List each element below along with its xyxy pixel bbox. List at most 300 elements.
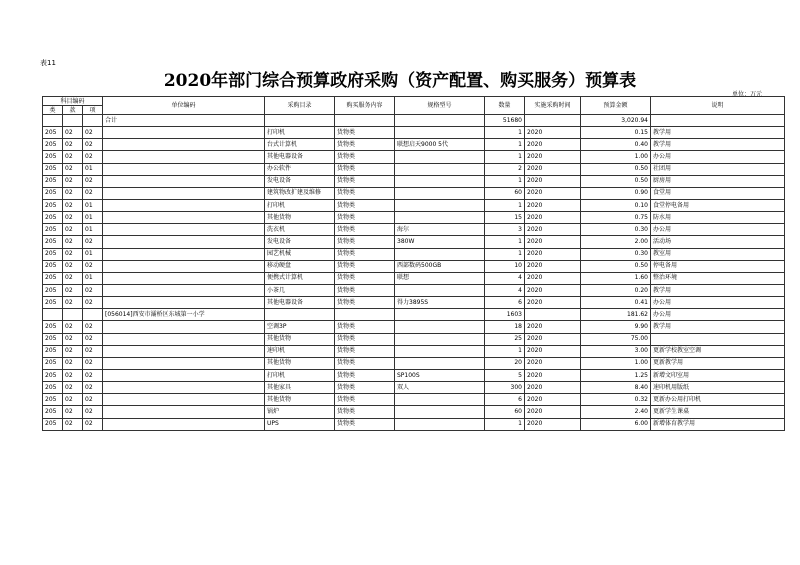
quantity-cell: 1	[485, 345, 525, 357]
spec-cell: 联想启天9000 5代	[395, 139, 485, 151]
note-cell: 办公用	[651, 224, 785, 236]
time-cell: 2020	[525, 212, 581, 224]
section-cell: 02	[63, 394, 83, 406]
spec-cell	[395, 406, 485, 418]
item-cell: 02	[83, 321, 103, 333]
catalog-cell: 锅炉	[265, 406, 335, 418]
spec-cell	[395, 345, 485, 357]
unit-code-cell	[103, 297, 265, 309]
note-cell: 食堂用	[651, 187, 785, 199]
quantity-cell: 6	[485, 394, 525, 406]
table-row	[43, 139, 785, 151]
table-row	[43, 382, 785, 394]
amount-cell: 0.90	[581, 187, 651, 199]
service-cell: 货物类	[335, 212, 395, 224]
note-cell: 速印机用版纸	[651, 382, 785, 394]
class-cell: 205	[43, 139, 63, 151]
class-cell: 205	[43, 199, 63, 211]
time-cell: 2020	[525, 382, 581, 394]
catalog-cell: 打印机	[265, 199, 335, 211]
catalog-cell: 其他货物	[265, 212, 335, 224]
item-cell: 02	[83, 236, 103, 248]
catalog-cell: UPS	[265, 418, 335, 430]
class-cell: 205	[43, 260, 63, 272]
section-cell: 02	[63, 382, 83, 394]
amount-cell: 181.62	[581, 309, 651, 321]
unit-code-cell	[103, 260, 265, 272]
item-cell: 01	[83, 224, 103, 236]
header-class: 类	[43, 106, 63, 115]
catalog-cell: 其他电器设备	[265, 297, 335, 309]
time-cell: 2020	[525, 297, 581, 309]
table-row	[43, 321, 785, 333]
header-note: 说明	[651, 97, 785, 115]
amount-cell: 0.50	[581, 260, 651, 272]
time-cell: 2020	[525, 333, 581, 345]
item-cell: 01	[83, 163, 103, 175]
item-cell: 02	[83, 333, 103, 345]
class-cell: 205	[43, 272, 63, 284]
catalog-cell	[265, 115, 335, 127]
amount-cell: 0.15	[581, 127, 651, 139]
spec-cell	[395, 115, 485, 127]
table-row	[43, 212, 785, 224]
catalog-cell: 其他货物	[265, 394, 335, 406]
header-subject-code: 科目编码	[43, 97, 103, 106]
table-row	[43, 199, 785, 211]
section-cell: 02	[63, 333, 83, 345]
class-cell: 205	[43, 394, 63, 406]
service-cell: 货物类	[335, 175, 395, 187]
unit-code-cell	[103, 369, 265, 381]
service-cell: 货物类	[335, 199, 395, 211]
unit-code-cell	[103, 382, 265, 394]
table-row	[43, 151, 785, 163]
service-cell: 货物类	[335, 151, 395, 163]
note-cell	[651, 333, 785, 345]
spec-cell	[395, 212, 485, 224]
amount-cell: 0.20	[581, 284, 651, 296]
time-cell	[525, 115, 581, 127]
class-cell	[43, 309, 63, 321]
item-cell: 01	[83, 212, 103, 224]
note-cell: 教学用	[651, 127, 785, 139]
spec-cell	[395, 333, 485, 345]
item-cell: 02	[83, 127, 103, 139]
table-row	[43, 406, 785, 418]
class-cell: 205	[43, 212, 63, 224]
service-cell: 货物类	[335, 284, 395, 296]
catalog-cell: 速印机	[265, 345, 335, 357]
unit-code-cell	[103, 163, 265, 175]
note-cell: 更新教学用	[651, 357, 785, 369]
section-cell: 02	[63, 212, 83, 224]
section-cell: 02	[63, 175, 83, 187]
spec-cell	[395, 284, 485, 296]
spec-cell: 双人	[395, 382, 485, 394]
item-cell: 02	[83, 260, 103, 272]
spec-cell	[395, 418, 485, 430]
table-row	[43, 272, 785, 284]
amount-cell: 3.00	[581, 345, 651, 357]
quantity-cell: 4	[485, 272, 525, 284]
note-cell: 更新学校教室空调	[651, 345, 785, 357]
time-cell: 2020	[525, 248, 581, 260]
class-cell: 205	[43, 418, 63, 430]
header-section: 款	[63, 106, 83, 115]
table-row	[43, 127, 785, 139]
note-cell: 更新学生课桌	[651, 406, 785, 418]
quantity-cell: 18	[485, 321, 525, 333]
service-cell: 货物类	[335, 139, 395, 151]
table-row	[43, 248, 785, 260]
amount-cell: 9.90	[581, 321, 651, 333]
service-cell	[335, 309, 395, 321]
class-cell: 205	[43, 406, 63, 418]
table-row	[43, 260, 785, 272]
spec-cell	[395, 175, 485, 187]
unit-code-cell	[103, 284, 265, 296]
note-cell: 防水用	[651, 212, 785, 224]
catalog-cell: 便携式计算机	[265, 272, 335, 284]
unit-code-cell	[103, 151, 265, 163]
spec-cell	[395, 248, 485, 260]
section-cell: 02	[63, 151, 83, 163]
note-cell: 厨房用	[651, 175, 785, 187]
catalog-cell	[265, 309, 335, 321]
time-cell: 2020	[525, 357, 581, 369]
spec-cell	[395, 321, 485, 333]
item-cell: 01	[83, 272, 103, 284]
spec-cell: 380W	[395, 236, 485, 248]
section-cell: 02	[63, 418, 83, 430]
amount-cell: 75.00	[581, 333, 651, 345]
unit-code-cell	[103, 139, 265, 151]
amount-cell: 2.00	[581, 236, 651, 248]
spec-cell	[395, 187, 485, 199]
time-cell: 2020	[525, 224, 581, 236]
time-cell: 2020	[525, 369, 581, 381]
amount-cell: 1.00	[581, 357, 651, 369]
page-title: 2020年部门综合预算政府采购（资产配置、购买服务）预算表	[163, 71, 637, 91]
table-row	[43, 236, 785, 248]
section-cell: 02	[63, 272, 83, 284]
amount-cell: 8.40	[581, 382, 651, 394]
header-item: 项	[83, 106, 103, 115]
catalog-cell: 其他货物	[265, 357, 335, 369]
quantity-cell: 20	[485, 357, 525, 369]
unit-code-cell	[103, 418, 265, 430]
class-cell	[43, 115, 63, 127]
unit-code-cell	[103, 127, 265, 139]
amount-cell: 3,020.94	[581, 115, 651, 127]
header-unit-code: 单位编码	[103, 97, 265, 115]
section-cell: 02	[63, 406, 83, 418]
item-cell: 02	[83, 151, 103, 163]
time-cell: 2020	[525, 394, 581, 406]
amount-cell: 1.00	[581, 151, 651, 163]
class-cell: 205	[43, 369, 63, 381]
section-cell: 02	[63, 321, 83, 333]
item-cell: 02	[83, 382, 103, 394]
note-cell: 新增体育教学用	[651, 418, 785, 430]
service-cell: 货物类	[335, 418, 395, 430]
class-cell: 205	[43, 248, 63, 260]
service-cell: 货物类	[335, 382, 395, 394]
unit-code-cell	[103, 248, 265, 260]
service-cell: 货物类	[335, 321, 395, 333]
time-cell: 2020	[525, 163, 581, 175]
amount-cell: 2.40	[581, 406, 651, 418]
spec-cell: SP100S	[395, 369, 485, 381]
time-cell: 2020	[525, 127, 581, 139]
catalog-cell: 空调3P	[265, 321, 335, 333]
item-cell: 02	[83, 175, 103, 187]
table-row	[43, 163, 785, 175]
spec-cell	[395, 309, 485, 321]
header-procurement-catalog: 采购目录	[265, 97, 335, 115]
section-cell: 02	[63, 357, 83, 369]
section-cell: 02	[63, 163, 83, 175]
unit-code-cell	[103, 175, 265, 187]
spec-cell	[395, 357, 485, 369]
table-row	[43, 187, 785, 199]
service-cell: 货物类	[335, 236, 395, 248]
section-cell: 02	[63, 260, 83, 272]
time-cell: 2020	[525, 175, 581, 187]
section-cell: 02	[63, 199, 83, 211]
note-cell: 活动场	[651, 236, 785, 248]
item-cell: 02	[83, 369, 103, 381]
class-cell: 205	[43, 187, 63, 199]
service-cell: 货物类	[335, 345, 395, 357]
note-cell: 办公用	[651, 309, 785, 321]
unit-code-cell	[103, 394, 265, 406]
catalog-cell: 移动硬盘	[265, 260, 335, 272]
unit-code-cell	[103, 357, 265, 369]
note-cell: 社团用	[651, 163, 785, 175]
quantity-cell: 1	[485, 248, 525, 260]
catalog-cell: 发电设备	[265, 236, 335, 248]
quantity-cell: 10	[485, 260, 525, 272]
unit-code-cell	[103, 333, 265, 345]
section-cell	[63, 115, 83, 127]
catalog-cell: 打印机	[265, 369, 335, 381]
quantity-cell: 6	[485, 297, 525, 309]
catalog-cell: 其他货物	[265, 333, 335, 345]
service-cell: 货物类	[335, 357, 395, 369]
header-time: 实施采购时间	[525, 97, 581, 115]
quantity-cell: 2	[485, 163, 525, 175]
class-cell: 205	[43, 333, 63, 345]
amount-cell: 0.75	[581, 212, 651, 224]
time-cell: 2020	[525, 406, 581, 418]
note-cell: 整治环境	[651, 272, 785, 284]
section-cell: 02	[63, 345, 83, 357]
quantity-cell: 1	[485, 139, 525, 151]
quantity-cell: 1	[485, 199, 525, 211]
unit-code-cell	[103, 212, 265, 224]
table-row	[43, 284, 785, 296]
unit-code-cell	[103, 199, 265, 211]
class-cell: 205	[43, 163, 63, 175]
class-cell: 205	[43, 127, 63, 139]
item-cell: 02	[83, 187, 103, 199]
header-spec: 规格型号	[395, 97, 485, 115]
time-cell: 2020	[525, 151, 581, 163]
table-row	[43, 357, 785, 369]
item-cell: 01	[83, 248, 103, 260]
table-row	[43, 345, 785, 357]
quantity-cell: 60	[485, 406, 525, 418]
service-cell: 货物类	[335, 297, 395, 309]
table-row	[43, 297, 785, 309]
item-cell: 02	[83, 139, 103, 151]
catalog-cell: 洗衣机	[265, 224, 335, 236]
unit-label: 单位：万元	[731, 91, 762, 98]
amount-cell: 1.25	[581, 369, 651, 381]
amount-cell: 0.40	[581, 139, 651, 151]
table-row	[43, 309, 785, 321]
note-cell: 教学用	[651, 139, 785, 151]
service-cell: 货物类	[335, 333, 395, 345]
service-cell: 货物类	[335, 127, 395, 139]
service-cell: 货物类	[335, 369, 395, 381]
quantity-cell: 15	[485, 212, 525, 224]
service-cell: 货物类	[335, 260, 395, 272]
spec-cell	[395, 394, 485, 406]
quantity-cell: 51680	[485, 115, 525, 127]
quantity-cell: 1	[485, 236, 525, 248]
unit-code-cell	[103, 224, 265, 236]
note-cell: 食堂停电备用	[651, 199, 785, 211]
note-cell: 更新办公用打印机	[651, 394, 785, 406]
spec-cell: 得力3895S	[395, 297, 485, 309]
spec-cell: 海尔	[395, 224, 485, 236]
catalog-cell: 园艺机械	[265, 248, 335, 260]
time-cell: 2020	[525, 284, 581, 296]
note-cell: 办公用	[651, 151, 785, 163]
catalog-cell: 台式计算机	[265, 139, 335, 151]
amount-cell: 1.60	[581, 272, 651, 284]
item-cell: 02	[83, 357, 103, 369]
table-header	[43, 97, 785, 115]
table-row	[43, 115, 785, 127]
catalog-cell: 办公软件	[265, 163, 335, 175]
note-cell: 新增文印室用	[651, 369, 785, 381]
time-cell: 2020	[525, 272, 581, 284]
item-cell: 02	[83, 394, 103, 406]
service-cell: 货物类	[335, 272, 395, 284]
item-cell: 02	[83, 345, 103, 357]
note-cell: 停电备用	[651, 260, 785, 272]
class-cell: 205	[43, 236, 63, 248]
table-row	[43, 333, 785, 345]
time-cell: 2020	[525, 345, 581, 357]
quantity-cell: 1	[485, 175, 525, 187]
time-cell: 2020	[525, 321, 581, 333]
unit-code-cell	[103, 187, 265, 199]
section-cell: 02	[63, 139, 83, 151]
unit-code-cell: 合计	[103, 115, 265, 127]
quantity-cell: 25	[485, 333, 525, 345]
note-cell: 教室用	[651, 248, 785, 260]
item-cell: 02	[83, 284, 103, 296]
service-cell: 货物类	[335, 394, 395, 406]
class-cell: 205	[43, 345, 63, 357]
spec-cell	[395, 163, 485, 175]
header-quantity: 数量	[485, 97, 525, 115]
item-cell: 02	[83, 406, 103, 418]
amount-cell: 0.32	[581, 394, 651, 406]
spec-cell: 联想	[395, 272, 485, 284]
amount-cell: 0.10	[581, 199, 651, 211]
class-cell: 205	[43, 357, 63, 369]
note-cell: 教学用	[651, 284, 785, 296]
unit-code-cell: [056014]西安市灞桥区东城第一小学	[103, 309, 265, 321]
amount-cell: 0.30	[581, 224, 651, 236]
section-cell	[63, 309, 83, 321]
class-cell: 205	[43, 151, 63, 163]
note-cell: 办公用	[651, 297, 785, 309]
unit-code-cell	[103, 272, 265, 284]
time-cell: 2020	[525, 199, 581, 211]
amount-cell: 0.50	[581, 175, 651, 187]
time-cell: 2020	[525, 418, 581, 430]
header-service-content: 购买服务内容	[335, 97, 395, 115]
item-cell	[83, 309, 103, 321]
section-cell: 02	[63, 187, 83, 199]
class-cell: 205	[43, 284, 63, 296]
class-cell: 205	[43, 224, 63, 236]
catalog-cell: 小茶几	[265, 284, 335, 296]
item-cell: 02	[83, 297, 103, 309]
section-cell: 02	[63, 224, 83, 236]
service-cell: 货物类	[335, 224, 395, 236]
unit-code-cell	[103, 406, 265, 418]
table-row	[43, 394, 785, 406]
quantity-cell: 3	[485, 224, 525, 236]
amount-cell: 0.41	[581, 297, 651, 309]
class-cell: 205	[43, 175, 63, 187]
quantity-cell: 1	[485, 127, 525, 139]
catalog-cell: 建筑物改扩建及维修	[265, 187, 335, 199]
table-row	[43, 369, 785, 381]
section-cell: 02	[63, 236, 83, 248]
unit-code-cell	[103, 236, 265, 248]
item-cell: 02	[83, 418, 103, 430]
service-cell: 货物类	[335, 406, 395, 418]
table-row	[43, 175, 785, 187]
service-cell: 货物类	[335, 187, 395, 199]
unit-code-cell	[103, 321, 265, 333]
note-cell: 教学用	[651, 321, 785, 333]
time-cell: 2020	[525, 236, 581, 248]
spec-cell	[395, 151, 485, 163]
class-cell: 205	[43, 382, 63, 394]
spec-cell: 西部数码500GB	[395, 260, 485, 272]
quantity-cell: 1603	[485, 309, 525, 321]
header-amount: 预算金额	[581, 97, 651, 115]
procurement-table	[42, 96, 785, 431]
catalog-cell: 打印机	[265, 127, 335, 139]
class-cell: 205	[43, 297, 63, 309]
note-cell	[651, 115, 785, 127]
table-row	[43, 224, 785, 236]
time-cell: 2020	[525, 187, 581, 199]
quantity-cell: 5	[485, 369, 525, 381]
section-cell: 02	[63, 284, 83, 296]
